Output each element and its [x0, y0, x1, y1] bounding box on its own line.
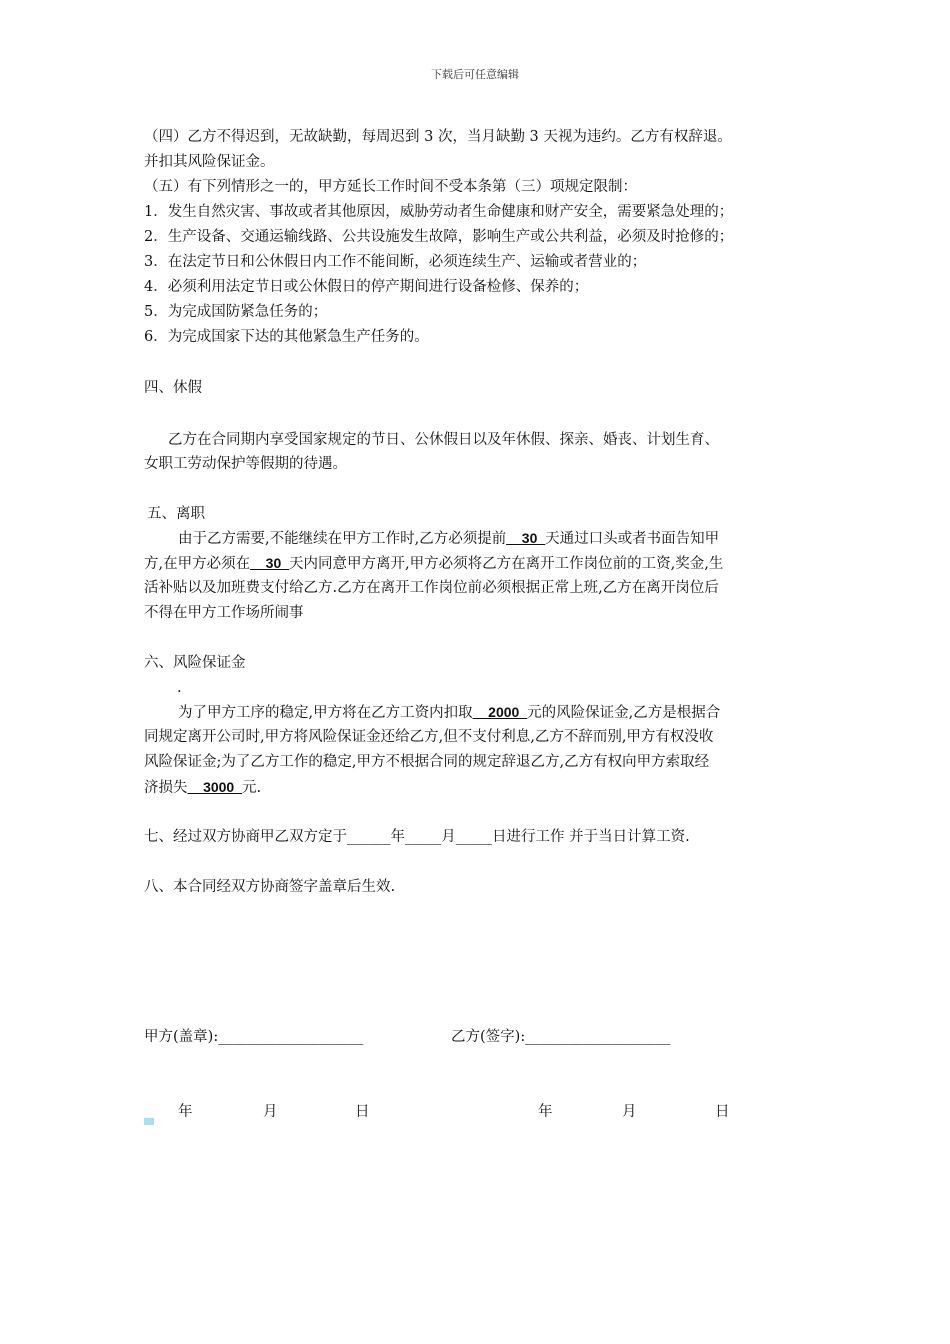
- section-5-para-line-2: 方,在甲方必须在__30_天内同意甲方离开,甲方必须将乙方在离开工作岗位前的工资,奖金,生: [144, 555, 724, 572]
- section-4-para-line-1: 乙方在合同期内享受国家规定的节日、公休假日以及年休假、探亲、婚丧、计划生育、: [168, 432, 719, 448]
- section-4-title: 四、休假: [144, 380, 202, 396]
- section-5-para-line-3: 活补贴以及加班费支付给乙方.乙方在离开工作岗位前必须根据正常上班,乙方在离开岗位后: [144, 580, 719, 596]
- section-5-para-line-4: 不得在甲方工作场所闹事: [144, 605, 304, 621]
- list-item-1: 1．发生自然灾害、事故或者其他原因，威胁劳动者生命健康和财产安全，需要紧急处理的；: [144, 204, 734, 220]
- party-a-signature: 甲方(盖章):____________________: [144, 1029, 364, 1045]
- section-5-para-line-1: 由于乙方需要,不能继续在甲方工作时,乙方必须提前__30_天通过口头或者书面告知甲: [178, 530, 720, 547]
- list-item-4: 4．必须利用法定节日或公休假日的停产期间进行设备检修、保养的；: [144, 279, 589, 295]
- page-header: 下载后可任意编辑: [431, 68, 519, 81]
- section-6-para-line-4: 济损失__3000_元.: [144, 779, 262, 796]
- party-a-day: 日: [355, 1104, 370, 1120]
- section-6-para-line-1: 为了甲方工序的稳定,甲方将在乙方工资内扣取__2000_元的风险保证金,乙方是根据合: [178, 704, 721, 721]
- list-item-5: 5．为完成国防紧急任务的；: [144, 304, 328, 320]
- party-b-month: 月: [622, 1104, 637, 1120]
- section-8: 八、本合同经双方协商签字盖章后生效.: [144, 879, 396, 895]
- section-4-para-line-2: 女职工劳动保护等假期的待遇。: [144, 456, 347, 472]
- section-6-para-line-2: 同规定离开公司时,甲方将风险保证金还给乙方,但不支付利息,乙方不辞而别,甲方有权没收: [144, 729, 714, 745]
- party-a-month: 月: [263, 1104, 278, 1120]
- section-6-para-line-3: 风险保证金;为了乙方工作的稳定,甲方不根据合同的规定辞退乙方,乙方有权向甲方索取经: [144, 754, 710, 770]
- deposit-amount-value: __2000_: [472, 704, 528, 720]
- section-6-title: 六、风险保证金: [144, 655, 246, 671]
- notice-days-value: __30_: [506, 530, 546, 546]
- approval-days-value: __30_: [250, 555, 290, 571]
- list-item-2: 2．生产设备、交通运输线路、公共设施发生故障，影响生产或公共利益，必须及时抢修的；: [144, 229, 734, 245]
- list-item-3: 3．在法定节日和公休假日内工作不能间断，必须连续生产、运输或者营业的；: [144, 254, 647, 270]
- party-b-day: 日: [715, 1104, 730, 1120]
- anchor-marker: [144, 1118, 154, 1125]
- clause-4-line-1: （四）乙方不得迟到，无故缺勤，每周迟到 3 次，当月缺勤 3 天视为违约。乙方有权辞退。: [144, 129, 732, 145]
- clause-4-line-2: 并扣其风险保证金。: [144, 154, 275, 170]
- section-6-dot: .: [177, 680, 182, 696]
- list-item-6: 6．为完成国家下达的其他紧急生产任务的。: [144, 329, 429, 345]
- section-5-title: 五、离职: [147, 506, 205, 522]
- section-7: 七、经过双方协商甲乙双方定于______年_____月_____日进行工作 并于当日计算工资.: [144, 829, 690, 845]
- compensation-amount-value: __3000_: [187, 779, 243, 795]
- party-a-year: 年: [178, 1104, 193, 1120]
- clause-5-intro: （五）有下列情形之一的，甲方延长工作时间不受本条第（三）项规定限制：: [144, 179, 637, 195]
- party-b-year: 年: [538, 1104, 553, 1120]
- party-b-signature: 乙方(签字):____________________: [451, 1029, 671, 1045]
